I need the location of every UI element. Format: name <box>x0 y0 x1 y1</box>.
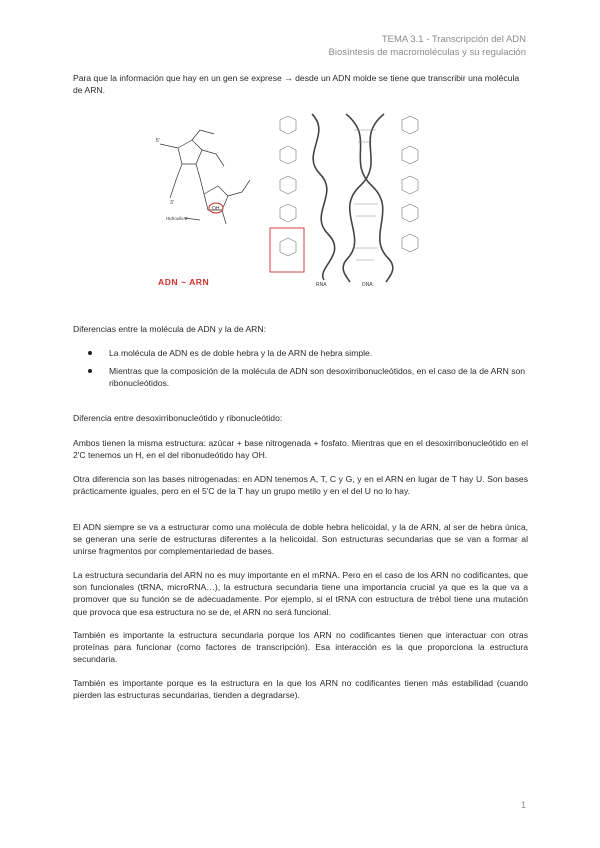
base-structures-right <box>402 116 418 252</box>
section-title-differences: Diferencias entre la molécula de ADN y la de ARN: <box>73 324 266 334</box>
label-rna: RNA <box>316 282 327 288</box>
dna-helix <box>343 114 393 282</box>
differences-list <box>88 347 528 396</box>
label-3prime: 3' <box>170 200 174 206</box>
page-number: 1 <box>520 800 526 810</box>
rna-helix <box>312 114 335 280</box>
label-oh: OH <box>212 206 220 212</box>
intro-paragraph: Para que la información que hay en un gen se exprese → desde un ADN molde se tiene que transcribir una molécula de ARN. <box>73 73 520 96</box>
paragraph-structure: Ambos tienen la misma estructura: azúcar + base nitrogenada + fosfato. Mientras que en el desoxirribonucleótido en el 2'C tenemos un H, en el del ribonudeótido hay OH. <box>73 438 528 461</box>
label-5prime: 5' <box>156 138 160 144</box>
page-header <box>329 33 526 59</box>
list-item <box>88 347 528 359</box>
paragraph-bases: Otra diferencia son las bases nitrogenadas: en ADN tenemos A, T, C y G, y en el ARN en lugar de T hay U. Son bases prácticamente iguales, pero en el 5'C de la T hay un grupo metilo y en el del U no lo hay. <box>73 474 528 497</box>
figure-caption: ADN ~ ARN <box>158 277 210 287</box>
nucleotide-structure <box>160 130 250 224</box>
header-topic: TEMA 3.1 - Transcripción del ADN <box>381 34 526 45</box>
paragraph-interaction: También es importante la estructura secundaria porque los ARN no codificantes tienen que interactuar con otras proteínas para funcionar (como factores de transcripción). Esa interacción es la que proporciona la estructura secundaria. <box>73 630 528 665</box>
header-subject: Biosíntesis de macromoléculas y su regulación <box>328 47 526 58</box>
bullet-text: La molécula de ADN es de doble hebra y la de ARN de hebra simple. <box>109 348 373 358</box>
paragraph-helix: El ADN siempre se va a estructurar como una molécula de doble hebra helicoidal, y la de ARN, al ser de hebra única, se generan una serie de estructuras diferentes a la helicoidal. Son estructuras secundarias que se van a formar al unirse fragmentos por complementariedad de bases. <box>73 522 528 557</box>
label-dna: DNA <box>362 282 373 288</box>
bullet-text: Mientras que la composición de la molécula de ADN son desoxirribonucleótidos, en el caso de la de ARN son ribonucleótidos. <box>109 366 526 389</box>
label-hydroxyl: Hidroxilo 2' <box>166 216 189 221</box>
bullet-icon <box>88 369 92 373</box>
paragraph-secondary-structure: La estructura secundaria del ARN no es muy importante en el mRNA. Pero en el caso de los ARN no codificantes, que son funcionales (tRNA, microRNA…), la estructura secundaria tiene una importancia crucial ya que es la que va a promover que su función se de adecuadamente. Por ejemplo, si el tRNA con estructura de trébol tiene una mutación que provoca que esa estructura no se de, el ARN no será funcional. <box>73 570 528 617</box>
section-title-nucleotides: Diferencia entre desoxirribonucleótido y ribonucleótido: <box>73 413 283 423</box>
dna-rungs <box>352 130 378 260</box>
list-item <box>88 365 528 389</box>
dna-rna-illustration <box>140 108 440 288</box>
paragraph-stability: También es importante porque es la estructura en la que los ARN no codificantes tienen más estabilidad (cuando pierden las estructuras secundarias, tienden a degradarse). <box>73 678 528 701</box>
bullet-icon <box>88 351 92 355</box>
dna-rna-figure <box>140 108 440 288</box>
base-structures-left <box>270 116 304 272</box>
